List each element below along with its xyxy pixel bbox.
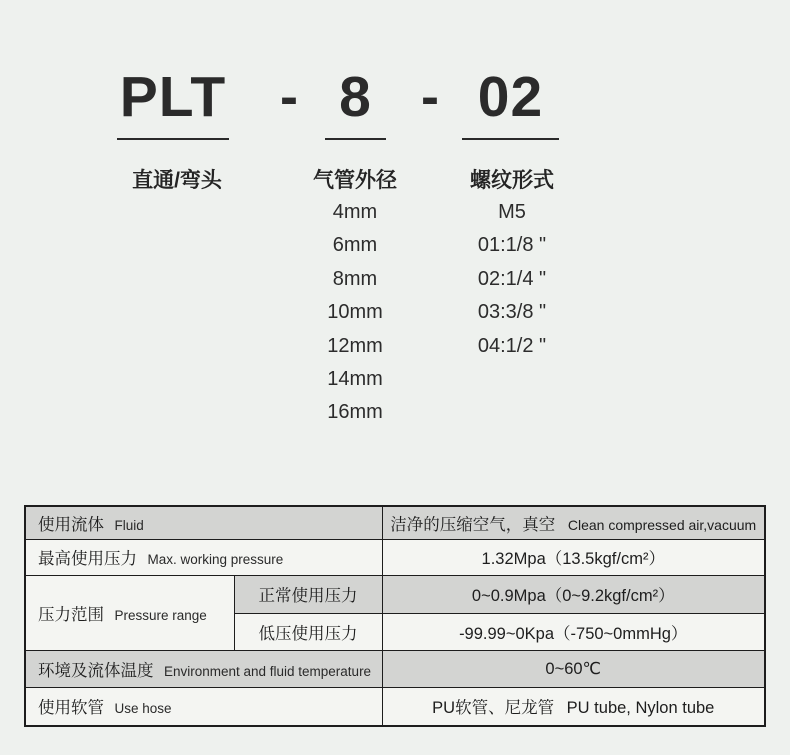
- temperature-label-cell: [25, 650, 382, 687]
- model-code-thread: 02: [477, 65, 544, 129]
- low-pressure-value-cell: -99.99~0Kpa（-750~0mmHg）: [382, 613, 765, 650]
- thread-type-item: 04:1/2 ": [477, 334, 547, 357]
- tube-size-item: 6mm: [332, 234, 378, 257]
- hose-value-cell: [382, 687, 765, 726]
- fluid-value-cell: [382, 506, 765, 539]
- pressure-range-label-zh: 压力范围: [38, 605, 104, 624]
- temperature-label-en: Environment and fluid temperature: [163, 663, 372, 679]
- max-pressure-label-zh: 最高使用压力: [38, 550, 137, 568]
- low-pressure-label-cell: 低压使用压力: [234, 613, 382, 650]
- fluid-value-zh: 洁净的压缩空气，真空: [390, 515, 556, 534]
- max-pressure-label-cell: [25, 539, 382, 575]
- tube-size-list: [280, 196, 430, 430]
- spec-table: [24, 505, 766, 727]
- pressure-range-label-en: Pressure range: [114, 607, 207, 623]
- normal-pressure-value-cell: 0~0.9Mpa（0~9.2kgf/cm²）: [382, 575, 765, 613]
- table-row-normal-pressure: [25, 575, 765, 613]
- hose-label-en: Use hose: [114, 701, 172, 717]
- label-tube-od: 气管外径: [313, 169, 397, 192]
- max-pressure-label-en: Max. working pressure: [147, 552, 284, 567]
- thread-type-item: 03:3/8 ": [477, 301, 547, 324]
- table-row-max-pressure: [25, 539, 765, 575]
- label-body-type: 直通/弯头: [132, 169, 222, 192]
- code-separator-dash: -: [421, 67, 439, 127]
- thread-type-item: 02:1/4 ": [477, 267, 547, 290]
- tube-size-item: 10mm: [327, 301, 383, 324]
- temperature-label-zh: 环境及流体温度: [38, 661, 154, 680]
- normal-pressure-label-cell: 正常使用压力: [234, 575, 382, 613]
- thread-type-item: M5: [498, 201, 526, 223]
- tube-size-item: 4mm: [332, 201, 378, 223]
- fluid-label-zh: 使用流体: [38, 515, 104, 534]
- fluid-label-en: Fluid: [114, 517, 144, 533]
- tube-size-item: 16mm: [327, 401, 383, 424]
- tube-size-item: 12mm: [327, 334, 383, 357]
- fluid-label-cell: [25, 506, 382, 539]
- table-row-hose: [25, 687, 765, 726]
- code-separator-dash: -: [280, 67, 298, 127]
- thread-underline: [462, 138, 559, 140]
- tube-size-item: 14mm: [327, 367, 383, 390]
- hose-value-zh: PU软管、尼龙管: [432, 699, 555, 718]
- temperature-value-cell: 0~60℃: [382, 650, 765, 687]
- fluid-value-en: Clean compressed air,vacuum: [567, 516, 757, 533]
- tube-size-item: 8mm: [332, 267, 378, 290]
- hose-label-cell: [25, 687, 382, 726]
- size-underline: [325, 138, 386, 140]
- series-underline: [117, 138, 229, 140]
- thread-type-list: [437, 196, 587, 363]
- max-pressure-value-cell: 1.32Mpa（13.5kgf/cm²）: [382, 539, 765, 575]
- hose-value-en: PU tube, Nylon tube: [566, 699, 715, 718]
- thread-type-item: 01:1/8 ": [477, 234, 547, 257]
- model-code-series: PLT: [119, 65, 227, 129]
- model-code-size: 8: [339, 65, 372, 129]
- label-thread-form: 螺纹形式: [470, 169, 554, 192]
- hose-label-zh: 使用软管: [38, 699, 104, 718]
- pressure-range-label-cell: [25, 575, 234, 650]
- table-row-temperature: [25, 650, 765, 687]
- table-row-fluid: [25, 506, 765, 539]
